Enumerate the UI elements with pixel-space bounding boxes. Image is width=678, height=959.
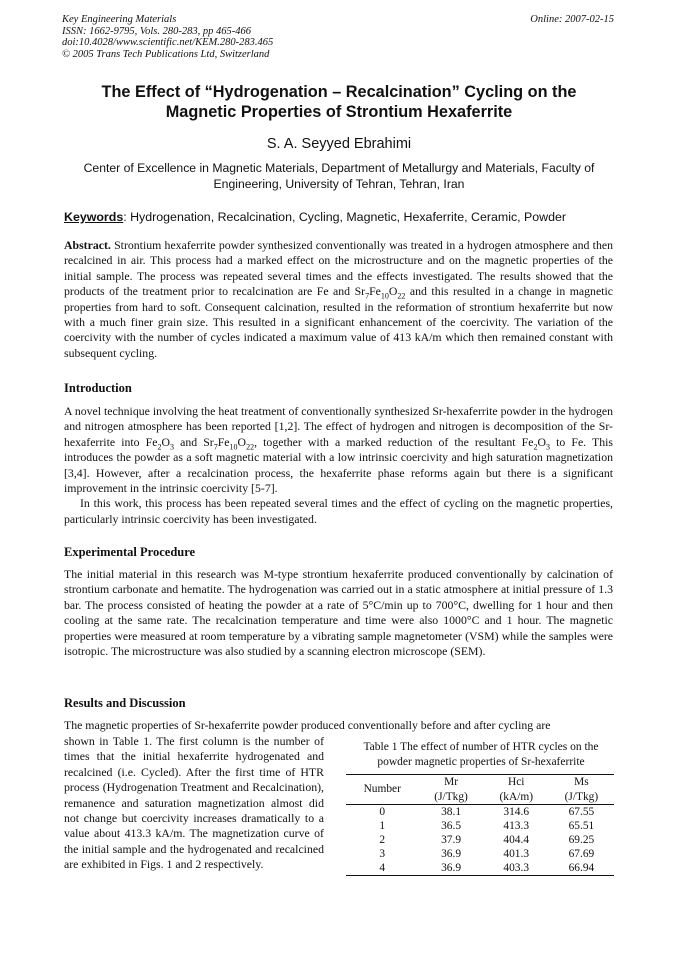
table-row: 1 36.5 413.3 65.51 — [379, 820, 595, 832]
issn-line: ISSN: 1662-9795, Vols. 280-283, pp 465-466 — [62, 25, 251, 37]
table-row: 3 36.9 401.3 67.69 — [379, 848, 595, 860]
keywords-text: : Hydrogenation, Recalcination, Cycling, Magnetic, Hexaferrite, Ceramic, Powder — [123, 210, 567, 224]
paper-title: The Effect of “Hydrogenation – Recalcination” Cycling on the Magnetic Properties of Strontium Hexaferrite — [101, 83, 577, 121]
copyright-line: © 2005 Trans Tech Publications Ltd, Switzerland — [62, 48, 270, 60]
introduction-paragraph-2: In this work, this process has been repeated several times and the effect of cycling on the magnetic properties, particularly intrinsic coercivity has been investigated. — [64, 496, 613, 526]
journal-meta — [62, 14, 273, 60]
table-1 — [346, 774, 614, 876]
doi-line: doi:10.4028/www.scientific.net/KEM.280-283.465 — [62, 37, 274, 48]
abstract: Abstract. Strontium hexaferrite powder synthesized conventionally was treated in a hydrogen atmosphere and then recalcined in air. This process had a marked effect on the microstructure and on the magnetic properties of the initial sample. The process was repeated several times and the effects investigated. The results showed that the products of the treatment prior to recalcination are Fe and $Sr_7Fe_{10}O_{22}$ and this resulted in a change in magnetic properties from hard to soft. Consequent calcination, resulted in the reformation of strontium hexaferrite but now with a much finer grain size. This resulted in a significant enhancement of the coercivity. The variation of the coercivity with the number of cycles indicated a maximum value of 413 kA/m which then remained constant with subsequent cycling. — [64, 238, 613, 360]
introduction-heading: Introduction — [64, 381, 132, 395]
journal-name: Key Engineering Materials — [62, 14, 177, 25]
col-unit-ms: (J/Tkg) — [549, 790, 614, 805]
col-unit-mr: (J/Tkg) — [419, 790, 484, 805]
results-heading: Results and Discussion — [64, 696, 186, 710]
col-header-mr: Mr — [419, 775, 484, 790]
affiliation: Center of Excellence in Magnetic Materials, Department of Metallurgy and Materials, Faculty of Engineering, University of Tehran, Tehran, Iran — [83, 161, 595, 191]
author-name: S. A. Seyyed Ebrahimi — [266, 136, 412, 152]
table-row: 2 37.9 404.4 69.25 — [379, 834, 595, 846]
col-header-number: Number — [346, 775, 419, 805]
table-row: 0 38.1 314.6 67.55 — [379, 806, 595, 818]
experimental-body: The initial material in this research was M-type strontium hexaferrite produced conventionally by calcination of strontium carbonate and hematite. The hydrogenation was carried out in a static atmosphere at initial pressure of 1.3 bar. The process consisted of heating the powder at a rate of 5°C/min up to 700°C, dwelling for 1 hour and then cooling at the same rate. The recalcination temperature and time were also 1000°C and 1 hour. The magnetic properties were measured at room temperature by a vibrating sample magnetometer (VSM) while the samples were isotropic. The microstructure was also studied by a scanning electron microscope (SEM). — [64, 567, 613, 659]
col-header-ms: Ms — [549, 775, 614, 790]
online-date: Online: 2007-02-15 — [530, 14, 614, 25]
col-header-hci: Hci — [484, 775, 549, 790]
introduction-body: A novel technique involving the heat treatment of conventionally synthesized Sr-hexaferrite powder in the hydrogen and nitrogen atmosphere has been reported [1,2]. The effect of hydrogen and nitrogen is decomposition of the Sr-hexaferrite into $Fe_2O_3$ and $Sr_7Fe_{10}O_{22}$, together with a marked reduction of the resultant $Fe_2O_3$ to Fe. This introduces the powder as a soft magnetic material with a low intrinsic coercivity and high saturation magnetization [3,4]. However, after a recalcination process, the hexaferrite phase reforms again but there is a significant improvement in the intrinsic coercivity [5-7]. In this work, this process has been repeated several times and the effect of cycling on the magnetic properties, particularly intrinsic coercivity has been investigated. — [64, 404, 613, 526]
abstract-label: Abstract. — [64, 238, 111, 252]
table-caption: Table 1 The effect of number of HTR cycles on the powder magnetic properties of Sr-hexaferrite — [363, 741, 599, 768]
results-full-line: The magnetic properties of Sr-hexaferrite powder produced conventionally before and after cycling are — [64, 718, 551, 732]
col-unit-hci: (kA/m) — [484, 790, 549, 805]
table-row: 4 36.9 403.3 66.94 — [346, 861, 614, 876]
keywords-label: Keywords — [64, 210, 124, 224]
experimental-heading: Experimental Procedure — [64, 545, 196, 559]
keywords-line — [64, 210, 616, 224]
results-column-text: shown in Table 1. The first column is the number of times that the initial hexaferrite hydrogenated and recalcined (i.e. Cycled). After the first time of HTR process (Hydrogenation Treatment and Recalcination), remanence and saturation magnetization almost did not change but coercivity increases dramatically to a value about 413.3 kA/m. The magnetization curve of the initial sample and the hydrogenated and recalcined are exhibited in Figs. 1 and 2 respectively. — [64, 734, 324, 872]
